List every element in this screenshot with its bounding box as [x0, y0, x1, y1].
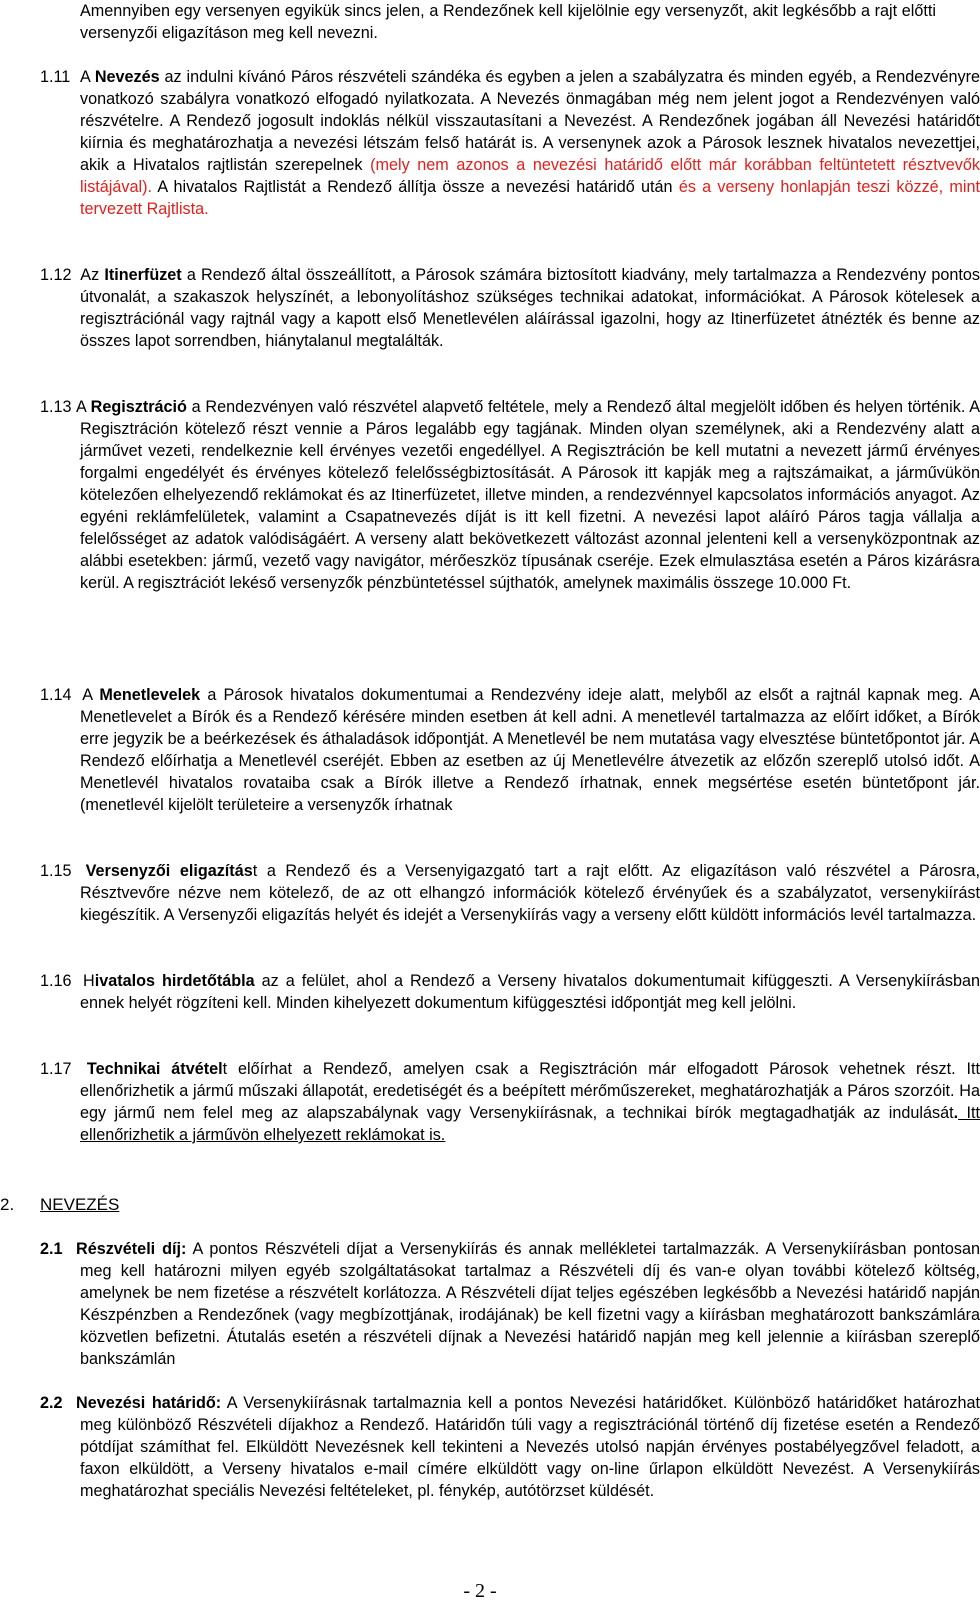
- section-number-2-2: 2.2: [40, 1394, 63, 1412]
- term-versenyzoi-eligazitas: Versenyzői eligazítás: [85, 862, 253, 880]
- term-nevezesi-hatarido: Nevezési határidő:: [76, 1394, 222, 1412]
- section-number-1-14: 1.14: [40, 686, 72, 704]
- section-number-1-16: 1.16: [40, 972, 72, 990]
- text: A: [76, 68, 95, 86]
- paragraph-1-11: [36, 66, 980, 220]
- paragraph-1-17: [36, 1058, 980, 1146]
- term-hirdetotabla: ivatalos hirdetőtábla: [94, 972, 255, 990]
- section-title-nevezes: NEVEZÉS: [40, 1195, 120, 1214]
- section-number-1-15: 1.15: [40, 862, 72, 880]
- text: a Rendező által összeállított, a Párosok számára biztosított kiadvány, mely tartalmazza a Rendezvény pontos útvonalát, a szakaszok helyszínét, a lebonyolításhoz szükséges technikai adatokat, információkat. A Párosok kötelesek a regisztrációnál vagy rajtnál vagy a kapott első Menetlevélen aláírással igazolni, hogy az Itinerfüzetet átnézték és benne az összes lapot sorrendben, hiánytalanul megtalálták.: [80, 266, 980, 350]
- section-number-1-11: 1.11: [40, 68, 71, 86]
- red-text: és a verseny honlapján teszi közzé, mint tervezett Rajtlista.: [80, 178, 980, 218]
- intro-paragraph: [80, 0, 936, 44]
- text: t a Rendező és a Versenyigazgató tart a rajt előtt. Az eligazításon való részvétel a Párosra, Résztvevőre nézve nem kötelező, de az ott elhangzó információk kötelező érvényűek és a szabályzatot, versenykiírást kiegészítik. A Versenyzői eligazítás helyét és idejét a Versenykiírás vagy a verseny előtt küldött információs levél tartalmazza.: [80, 862, 980, 924]
- text: [76, 1060, 87, 1078]
- bold-dot: .: [953, 1104, 959, 1122]
- text: a Párosok hivatalos dokumentumai a Rendezvény ideje alatt, melyből az elsőt a rajtnál kapnak meg. A Menetlevelet a Bírók és a Rendező kérésére minden esetben át kell adni. A menetlevél tartalmazza az előírt időket, a Bírók erre jegyzik be a beérkezések és áthaladások időpontját. A Menetlevél be nem mutatása vagy elvesztése büntetőpontot jár. A Rendező előírhatja a Menetlevél cseréjét. Ebben az esetben az új Menetlevélre átvezetik az előzőn szereplő utolsó időt. A Menetlevél hivatalos rovataiba csak a Bírók illetve a Rendező írhatnak, ennek megsértése esetén büntetőpont jár. (menetlevél kijelölt területeire a versenyzők írhatnak: [80, 686, 980, 814]
- text: A: [76, 686, 100, 704]
- paragraph-2-2: [36, 1392, 980, 1502]
- term-nevezes: Nevezés: [94, 68, 160, 86]
- paragraph-1-14: [36, 684, 980, 816]
- text: az indulni kívánó Páros részvételi szándéka és egyben a jelen a szabályzatra és minden egyéb, a Rendezvényre vonatkozó szabályra vonatkozó elfogadó nyilatkozata. A Nevezés önmagában még nem jelent jogot a Rendezvényen való részvételre. A Rendező jogosult indoklás nélkül visszautasítani a Nevezést. A Rendezőnek jogában áll Nevezési határidőt kiírnia és meghatározhatja a nevezési létszám felső határát is. A versenynek azok a Párosok lesznek hivatalos nevezettjei, akik a Hivatalos rajtlistán szerepelnek: [80, 68, 980, 174]
- term-itinerfuzet: Itinerfüzet: [104, 266, 182, 284]
- section-number-1-12: 1.12: [40, 266, 72, 284]
- text: H: [76, 972, 95, 990]
- text: t előírhat a Rendező, amelyen csak a Regisztráción már elfogadott Párosok vehetnek részt. Itt ellenőrizhetik a jármű műszaki állapotát, eredetiségét és a beépített mérőműszereket, meghatározhatják a Páros szorzóit. Ha egy jármű nem felel meg az alapszabálynak vagy Versenykiírásnak, a technikai bírók megtagadhatják az indulását: [80, 1060, 980, 1122]
- paragraph-1-13: [36, 396, 980, 594]
- term-technikai-atvetel: Technikai átvétel: [86, 1060, 223, 1078]
- text: Az: [76, 266, 105, 284]
- paragraph-1-12: [36, 264, 980, 352]
- paragraph-1-15: [36, 860, 980, 926]
- red-text: (mely nem azonos a nevezési határidő előtt már korábban feltüntetett résztvevők listájával).: [80, 156, 980, 196]
- page-number: - 2 -: [463, 1580, 497, 1602]
- paragraph-2-1: [36, 1238, 980, 1370]
- text: [76, 862, 86, 880]
- section-number-1-13: 1.13: [40, 398, 72, 416]
- section-number-2: 2.: [0, 1195, 15, 1214]
- underlined-text: Itt ellenőrizhetik a járművön elhelyezett reklámokat is.: [80, 1104, 980, 1144]
- term-reszveteli-dij: Részvételi díj:: [76, 1240, 187, 1258]
- text: A: [76, 398, 91, 416]
- text: A hivatalos Rajtlistát a Rendező állítja össze a nevezési határidő után: [151, 178, 679, 196]
- section-number-1-17: 1.17: [40, 1060, 72, 1078]
- section-number-2-1: 2.1: [40, 1240, 63, 1258]
- intro-text: Amennyiben egy versenyen egyikük sincs jelen, a Rendezőnek kell kijelölnie egy versenyzőt, akit legkésőbb a rajt előtti versenyzői eligazításon meg kell nevezni.: [80, 2, 936, 42]
- text: A pontos Részvételi díjat a Versenykiírás és annak mellékletei tartalmazzák. A Versenykiírásban pontosan meg kell határozni milyen egyéb szolgáltatásokat tartalmaz a Részvételi díj és van-e olyan további kötelező költség, amelynek be nem fizetése a részvételt korlátozza. A Részvételi díjat teljes egészében legkésőbb a Nevezési határidő napján Készpénzben a Rendezőnek (vagy megbízottjának, irodájának) be kell fizetni vagy a kiírásban meghatározott bankszámlára közvetlen befizetni. Átutalás esetén a részvételi díjnak a Nevezési határidő napján meg kell jelennie a kiírásban szereplő bankszámlán: [80, 1240, 980, 1368]
- text: A Versenykiírásnak tartalmaznia kell a pontos Nevezési határidőket. Különböző határidőket határozhat meg különböző Részvételi díjakhoz a Rendező. Határidőn túli vagy a regisztrációnál történő díj fizetése esetén a Rendező pótdíjat számíthat fel. Elküldött Nevezésnek kell tekinteni a Nevezés utolsó napján érvényes postabélyegzővel feladott, a faxon elküldött, a Verseny hivatalos e-mail címére elküldött vagy on-line űrlapon elküldött Nevezést. A Versenykiírás meghatározhat speciális Nevezési feltételeket, pl. fénykép, autótörzset küldését.: [80, 1394, 980, 1500]
- term-regisztracio: Regisztráció: [90, 398, 187, 416]
- text: az a felület, ahol a Rendező a Verseny hivatalos dokumentumait kifüggeszti. A Versenykiírásban ennek helyét rögzíteni kell. Minden kihelyezett dokumentum kifüggesztési időpontját meg kell jelölni.: [80, 972, 980, 1012]
- term-menetlevelek: Menetlevelek: [99, 686, 201, 704]
- text: a Rendezvényen való részvétel alapvető feltétele, mely a Rendező által megjelölt időben és helyen történik. A Regisztráción kötelező részt vennie a Páros legalább egy tagjának. Minden olyan személynek, aki a Rendezvény alatt a járművet vezeti, rendelkeznie kell érvényes vezetői engedéllyel. A Regisztráción be kell mutatni a nevezett jármű érvényes forgalmi engedélyét és érvényes kötelező felelősségbiztosítását. A Párosok itt kapják meg a rajtszámaikat, a járművükön kötelezően elhelyezendő reklámokat és az Itinerfüzetet, illetve minden, a rendezvénnyel kapcsolatos információs anyagot. Az egyéni reklámfelületek, valamint a Csapatnevezés díját is itt kell fizetni. A nevezési lapot aláíró Páros tagja vállalja a felelősséget az adatok valódiságáért. A verseny alatt bekövetkezett változást azonnal jelenteni kell a versenyközpontnak az alábbi esetekben: jármű, vezető vagy navigátor, mérőeszköz típusának cseréje. Ezek elmulasztása esetén a Páros kizárásra kerül. A regisztrációt lekéső versenyzők pénzbüntetéssel sújthatók, amelynek maximális összege 10.000 Ft.: [80, 398, 980, 592]
- paragraph-1-16: [36, 970, 980, 1014]
